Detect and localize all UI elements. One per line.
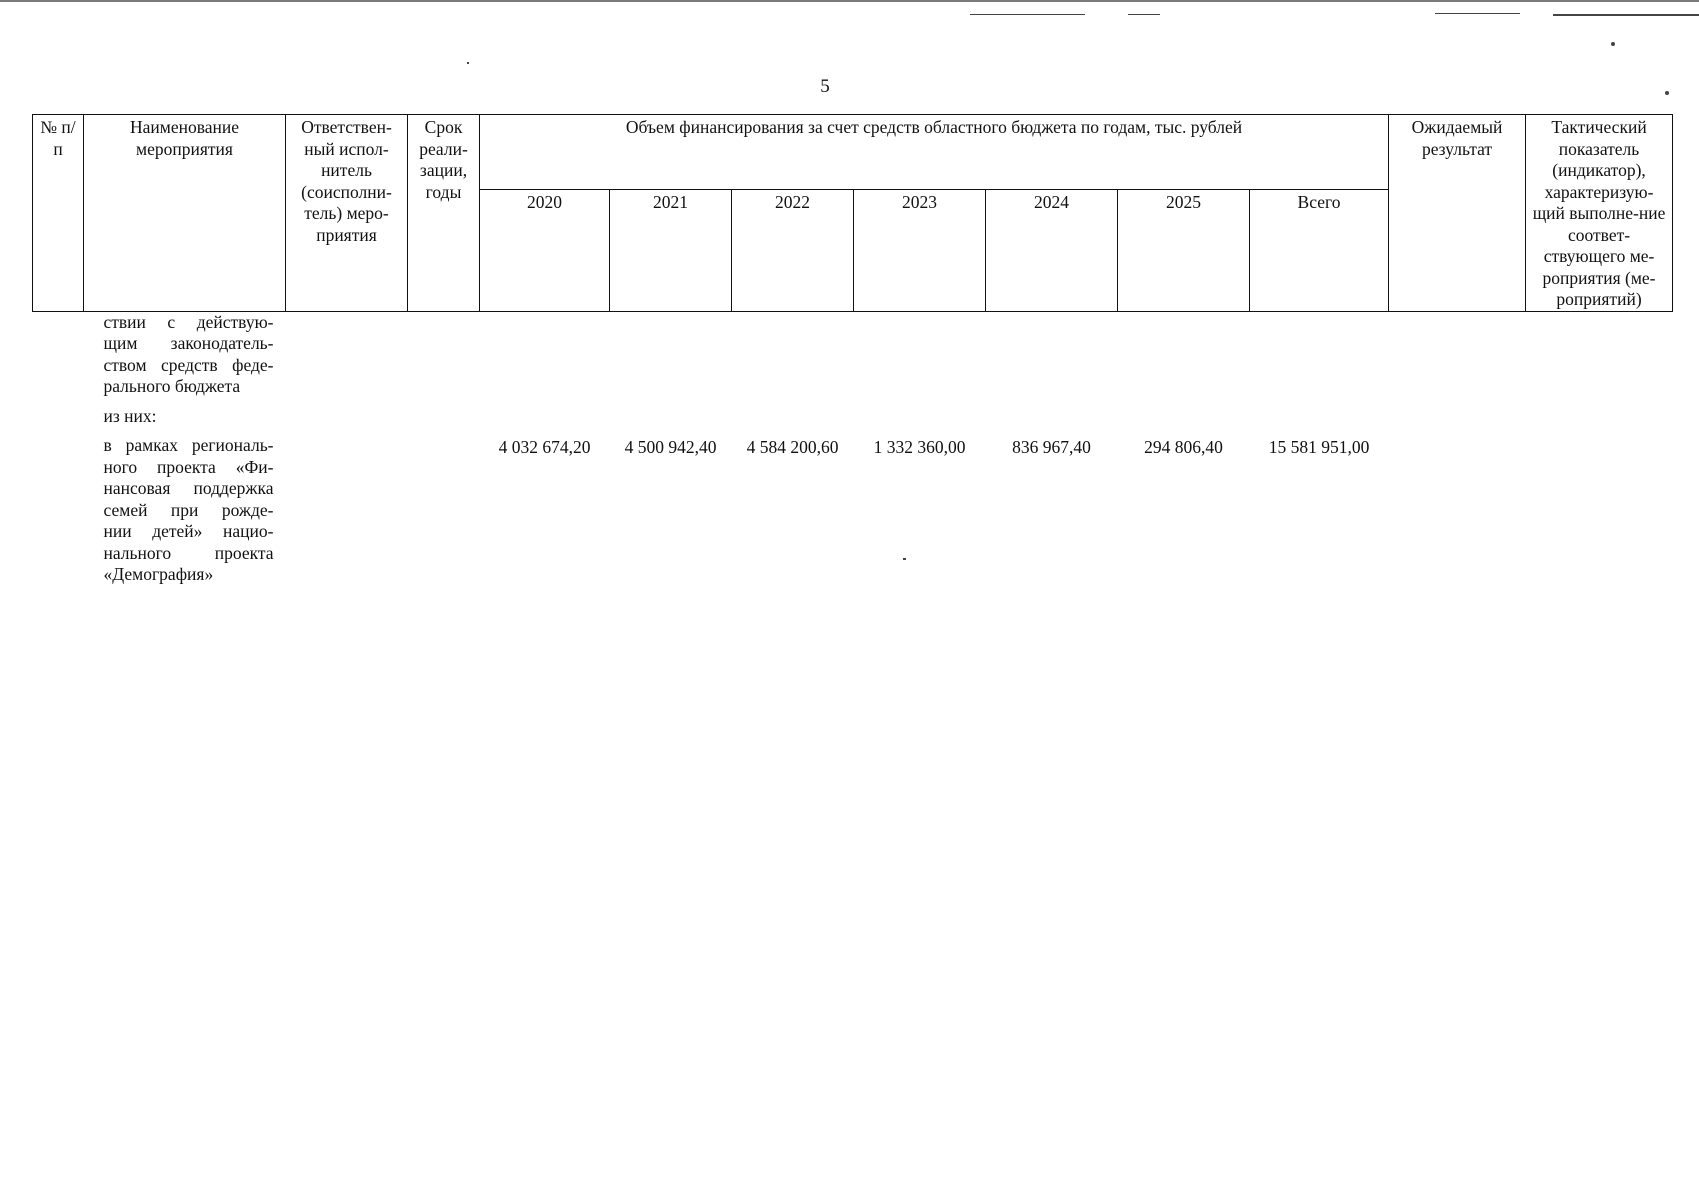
scan-artifact — [1553, 14, 1699, 16]
table-row-regional-project — [33, 427, 1673, 586]
page-number: 5 — [820, 76, 830, 97]
value-2024: 836 967,40 — [1012, 437, 1091, 457]
scan-artifact — [467, 62, 469, 64]
text-line: нансовая поддержка — [103, 478, 274, 498]
value-total: 15 581 951,00 — [1268, 437, 1370, 457]
table-row-of-them — [33, 398, 1673, 428]
scan-artifact — [1665, 91, 1669, 95]
header-executor: Ответствен-ный испол-нитель (соисполни-тель) меро-приятия — [286, 115, 408, 312]
header-indicator: Тактический показатель (индикатор), характеризую-щий выполне-ние соответ-ствующего ме-роприятия (ме-роприятий) — [1526, 115, 1673, 312]
header-total: Всего — [1250, 190, 1389, 311]
text-line: нального проекта — [103, 542, 274, 563]
text-line: ного проекта «Фи- — [103, 456, 274, 477]
header-year: 2025 — [1118, 190, 1250, 311]
header-term: Срок реали-зации, годы — [408, 115, 480, 312]
text-line: «Демография» — [103, 564, 214, 584]
header-row-main — [33, 115, 1673, 190]
value-2023: 1 332 360,00 — [873, 437, 966, 457]
financing-table — [32, 114, 1673, 586]
text-line: семей при рожде- — [103, 499, 274, 520]
activity-name-regional-project — [84, 427, 286, 586]
scan-artifact — [1435, 13, 1520, 14]
header-year: 2024 — [986, 190, 1118, 311]
value-2021: 4 500 942,40 — [624, 437, 717, 457]
text-line: ствии с действую- — [103, 311, 274, 332]
value-2022: 4 584 200,60 — [746, 437, 839, 457]
value-2020: 4 032 674,20 — [498, 437, 591, 457]
scan-artifact — [1611, 42, 1615, 46]
header-year: 2021 — [610, 190, 732, 311]
of-them-label: из них: — [103, 405, 157, 426]
header-activity-name: Наименование мероприятия — [84, 115, 286, 312]
text-line: нии детей» нацио- — [103, 521, 274, 541]
table-row-continuation — [33, 311, 1673, 398]
header-expected-result: Ожидаемый результат — [1389, 115, 1526, 312]
scan-top-edge — [0, 0, 1699, 2]
header-year: 2023 — [854, 190, 986, 311]
value-2025: 294 806,40 — [1144, 437, 1223, 457]
header-financing: Объем финансирования за счет средств областного бюджета по годам, тыс. рублей — [480, 115, 1389, 190]
scan-artifact — [1128, 14, 1160, 15]
scan-artifact — [970, 14, 1085, 15]
header-number: № п/п — [33, 115, 84, 312]
text-line: в рамках региональ- — [103, 435, 274, 455]
text-line: ством средств феде- — [103, 354, 274, 375]
text-line: рального бюджета — [103, 376, 241, 396]
header-year: 2020 — [480, 190, 610, 311]
header-year: 2022 — [732, 190, 854, 311]
text-line: щим законодатель- — [103, 333, 274, 353]
activity-name-continuation — [84, 311, 286, 398]
